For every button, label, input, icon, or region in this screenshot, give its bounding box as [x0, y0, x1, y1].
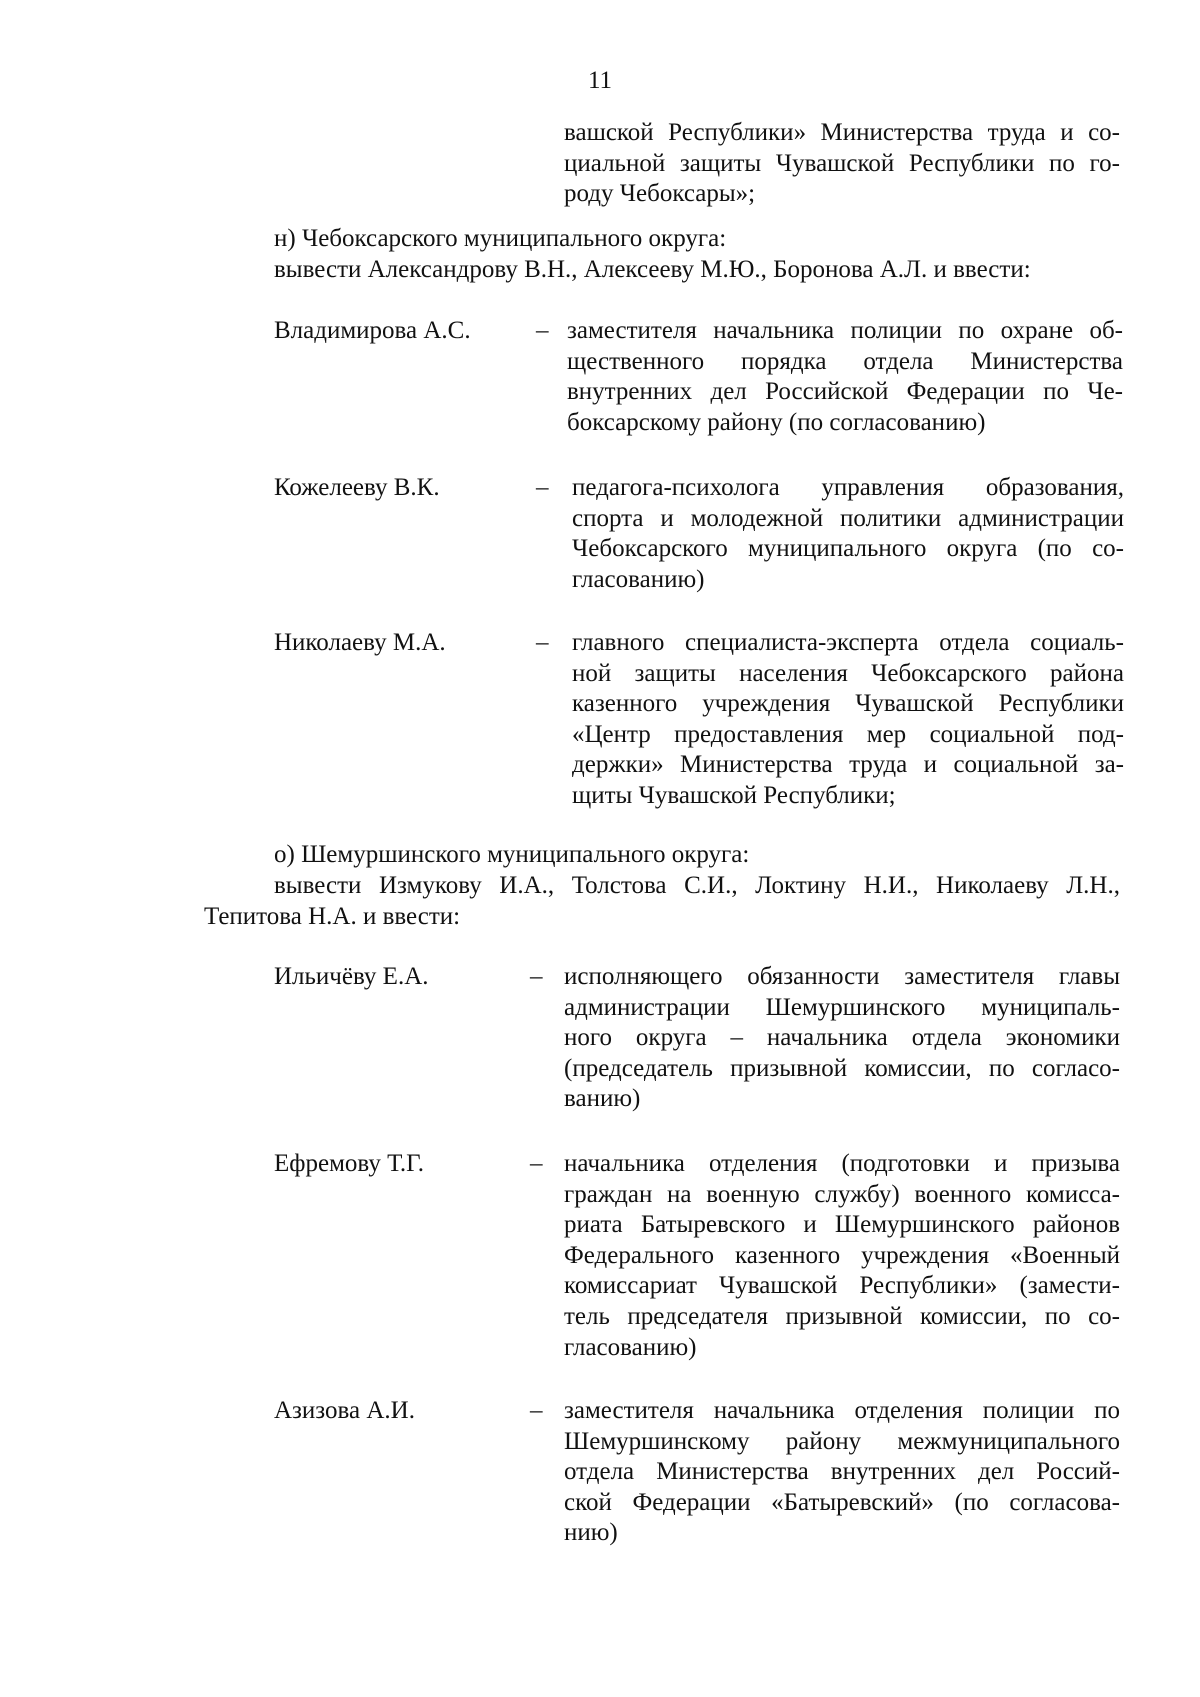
- entry-name: Азизова А.И.: [274, 1397, 415, 1424]
- text-line: педагога-психолога управления образования,: [572, 474, 1124, 501]
- continuation-text: [564, 118, 1120, 210]
- entry-name: Владимирова А.С.: [274, 317, 471, 344]
- text-line: циальной защиты Чувашской Республики по го-: [564, 149, 1120, 177]
- entry-description: [572, 473, 1124, 595]
- text-line: отдела Министерства внутренних дел Россий-: [564, 1458, 1120, 1486]
- text-line: Чебоксарского муниципального округа (по со-: [572, 535, 1124, 563]
- text-line: роду Чебоксары»;: [564, 180, 756, 208]
- text-line: гласованию): [564, 1333, 697, 1361]
- text-line: тель председателя призывной комиссии, по со-: [564, 1302, 1120, 1330]
- text-line: граждан на военную службу) военного комисса-: [564, 1180, 1120, 1208]
- text-line: риата Батыревского и Шемуршинского районов: [564, 1211, 1120, 1239]
- entry-dash: –: [536, 474, 549, 501]
- text-line: ванию): [564, 1085, 641, 1113]
- text-line: Шемуршинскому району межмуниципального: [564, 1427, 1120, 1455]
- entry-dash: –: [530, 1397, 543, 1424]
- text-line: держки» Министерства труда и социальной за-: [572, 751, 1124, 779]
- entry-description: [572, 628, 1124, 812]
- entry-description: [564, 1396, 1120, 1549]
- text-line: щественного порядка отдела Министерства: [567, 347, 1123, 375]
- text-line: ной защиты населения Чебоксарского района: [572, 659, 1124, 687]
- text-line: начальника отделения (подготовки и призыва: [564, 1150, 1120, 1177]
- text-line: исполняющего обязанности заместителя главы: [564, 963, 1120, 990]
- entry-name: Ильичёву Е.А.: [274, 963, 429, 990]
- text-line: ного округа – начальника отдела экономики: [564, 1024, 1120, 1052]
- text-line: администрации Шемуршинского муниципаль-: [564, 993, 1120, 1021]
- text-line: внутренних дел Российской Федерации по Че-: [567, 378, 1123, 406]
- text-line: гласованию): [572, 565, 705, 593]
- text-line: вашской Республики» Министерства труда и со-: [564, 119, 1120, 146]
- entry-description: [564, 1149, 1120, 1363]
- section-title: о) Шемуршинского муниципального округа:: [274, 841, 750, 868]
- entry-description: [564, 962, 1120, 1115]
- text-line: главного специалиста-эксперта отдела социаль-: [572, 629, 1124, 656]
- text-line: щиты Чувашской Республики;: [572, 781, 896, 809]
- section-instruction: Тепитова Н.А. и ввести:: [204, 903, 461, 930]
- text-line: (председатель призывной комиссии, по согласо-: [564, 1054, 1120, 1082]
- entry-dash: –: [530, 1150, 543, 1177]
- text-line: спорта и молодежной политики администрации: [572, 504, 1124, 532]
- entry-dash: –: [536, 317, 549, 344]
- text-line: комиссариат Чувашской Республики» (замести-: [564, 1272, 1120, 1300]
- entry-name: Николаеву М.А.: [274, 629, 446, 656]
- section-instruction: вывести Измукову И.А., Толстова С.И., Локтину Н.И., Николаеву Л.Н.,: [274, 872, 1120, 899]
- entry-name: Ефремову Т.Г.: [274, 1150, 424, 1177]
- section-title: н) Чебоксарского муниципального округа:: [274, 225, 727, 252]
- text-line: нию): [564, 1519, 618, 1547]
- text-line: Федерального казенного учреждения «Военный: [564, 1241, 1120, 1269]
- entry-dash: –: [530, 963, 543, 990]
- text-line: заместителя начальника отделения полиции по: [564, 1397, 1120, 1424]
- text-line: ской Федерации «Батыревский» (по согласова-: [564, 1488, 1120, 1516]
- entry-name: Кожелееву В.К.: [274, 474, 440, 501]
- text-line: боксарскому району (по согласованию): [567, 408, 986, 436]
- text-line: заместителя начальника полиции по охране об-: [567, 317, 1123, 344]
- page-number: 11: [587, 67, 613, 94]
- text-line: казенного учреждения Чувашской Республики: [572, 690, 1124, 718]
- entry-dash: –: [536, 629, 549, 656]
- section-instruction: вывести Александрову В.Н., Алексееву М.Ю., Боронова А.Л. и ввести:: [274, 256, 1031, 283]
- text-line: «Центр предоставления мер социальной под-: [572, 720, 1124, 748]
- entry-description: [567, 316, 1123, 438]
